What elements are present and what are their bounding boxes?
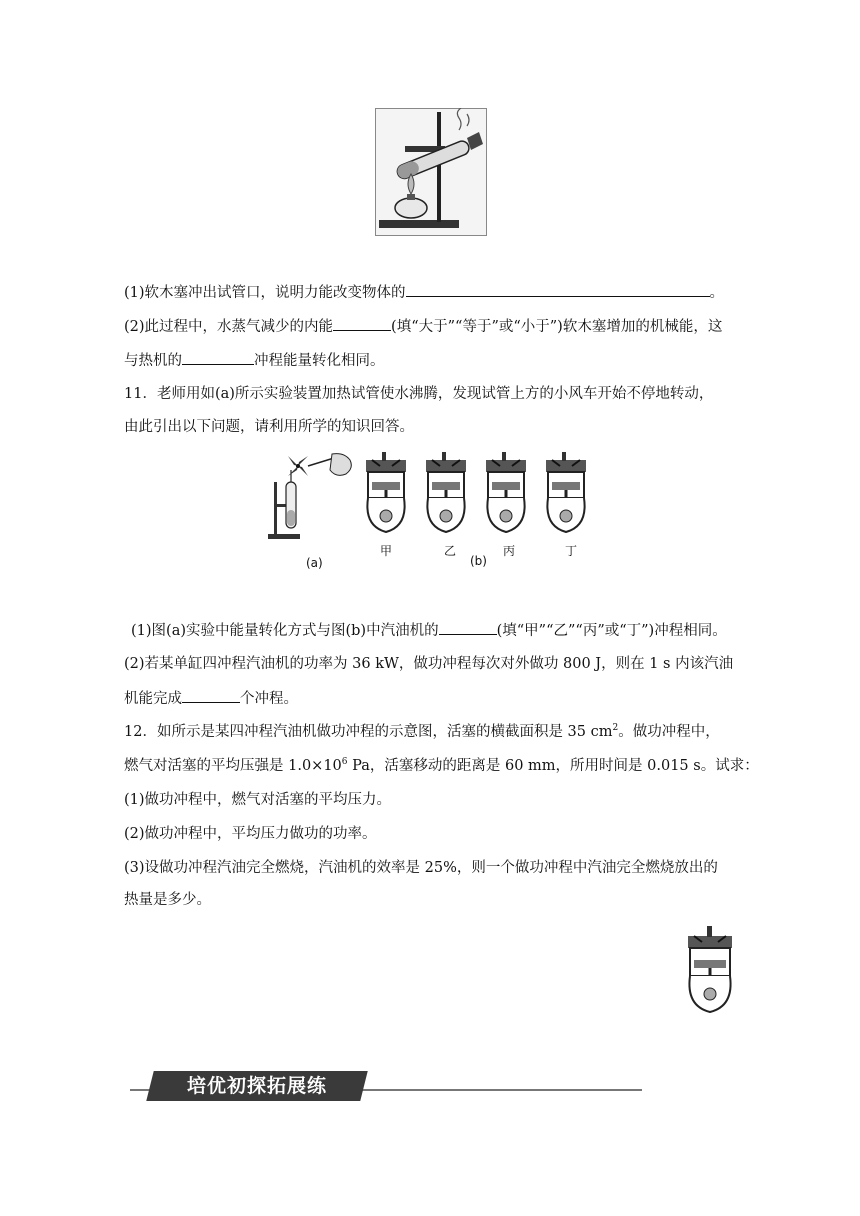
figure-label-b: (b) <box>470 554 487 568</box>
q11-part2: (2)若某单缸四冲程汽油机的功率为 36 kW，做功冲程每次对外做功 800 J，则在 1 s 内该汽油 <box>124 656 734 672</box>
q12-part3: (3)设做功冲程汽油完全燃烧，汽油机的效率是 25%，则一个做功冲程中汽油完全燃烧放出的 <box>124 860 718 876</box>
q11-part1: (1)图(a)实验中能量转化方式与图(b)中汽油机的 (填“甲”“乙”“丙”或“丁”)冲程相同。 <box>131 620 727 641</box>
section-banner: 培优初探拓展练 <box>146 1071 367 1101</box>
q12-part2: (2)做功冲程中，平均压力做功的功率。 <box>124 826 377 842</box>
engine-strokes-figure <box>362 452 606 544</box>
engine-power-stroke-figure <box>680 924 740 1016</box>
q10-blank-3[interactable] <box>182 350 254 365</box>
q11-intro-line1: 11．老师用如(a)所示实验装置加热试管使水沸腾，发现试管上方的小风车开始不停地转动， <box>124 386 714 402</box>
q12-intro-line2: 燃气对活塞的平均压强是 $1.0\times 10^6$ Pa，活塞移动的距离是 60 mm，所用时间是 0.015 s。试求： <box>124 757 759 774</box>
q12-intro-line1: 12．如所示是某四冲程汽油机做功冲程的示意图，活塞的横截面积是 35 $cm^2$。做功冲程中， <box>124 723 720 740</box>
engine-label-yi: 乙 <box>444 544 457 558</box>
q11-intro-line2: 由此引出以下问题，请利用所学的知识回答。 <box>124 419 414 435</box>
q10-part2-cont: 与热机的 冲程能量转化相同。 <box>124 350 385 371</box>
q10-blank-1[interactable] <box>406 282 710 297</box>
figure-label-a: (a) <box>306 556 323 570</box>
q11-blank-1[interactable] <box>439 620 497 635</box>
q10-part2: (2)此过程中，水蒸气减少的内能 (填“大于”“等于”或“小于”)软木塞增加的机械能，这 <box>124 316 722 337</box>
q10-blank-2[interactable] <box>333 316 391 331</box>
q12-part3-cont: 热量是多少。 <box>124 892 211 908</box>
q10-part1: (1)软木塞冲出试管口，说明力能改变物体的 。 <box>124 282 724 303</box>
test-tube-cork-figure <box>375 108 487 236</box>
q11-blank-2[interactable] <box>182 688 240 703</box>
engine-label-ding: 丁 <box>565 544 578 558</box>
q12-part1: (1)做功冲程中，燃气对活塞的平均压力。 <box>124 792 392 808</box>
pinwheel-apparatus-figure <box>266 452 358 542</box>
q11-part2-cont: 机能完成 个冲程。 <box>124 688 298 709</box>
engine-label-bing: 丙 <box>503 544 516 558</box>
engine-label-jia: 甲 <box>380 544 393 558</box>
